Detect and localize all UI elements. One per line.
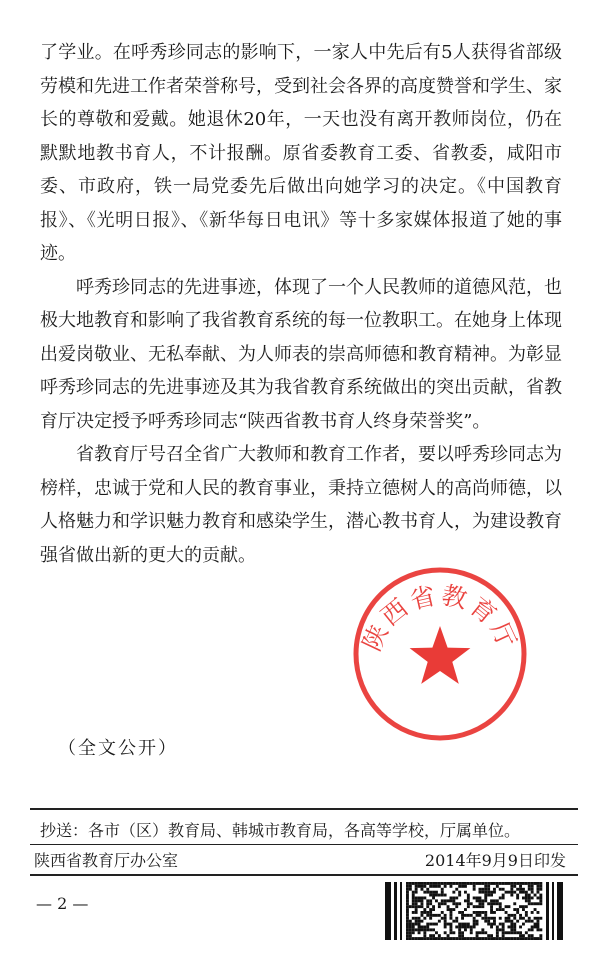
barcode-icon xyxy=(385,882,563,940)
page-number: — 2 — xyxy=(36,894,89,913)
official-seal-icon xyxy=(350,564,530,744)
footer-middle-rule xyxy=(30,844,578,845)
disclosure-note: （全文公开） xyxy=(58,738,178,759)
paragraph-3: 省教育厅号召全省广大教师和教育工作者，要以呼秀珍同志为榜样，忠诚于党和人民的教育事业，秉持立德树人的高尚师德，以人格魅力和学识魅力教育和感染学生，潜心教书育人，为建设教育强省做出新的更大的贡献。 xyxy=(40,444,562,566)
copy-to-line: 抄送：各市（区）教育局、韩城市教育局，各高等学校，厅属单位。 xyxy=(40,821,521,840)
paragraph-2: 呼秀珍同志的先进事迹，体现了一个人民教师的道德风范，也极大地教育和影响了我省教育系统的每一位教职工。在她身上体现出爱岗敬业、无私奉献、为人师表的崇高师德和教育精神。为彰显呼秀珍同志的先进事迹及其为我省教育系统做出的突出贡献，省教育厅决定授予呼秀珍同志“陕西省教书育人终身荣誉奖”。 xyxy=(40,276,562,432)
issue-date: 2014年9月9日印发 xyxy=(424,851,566,870)
footer-bottom-rule xyxy=(30,874,578,876)
svg-text:陕西省教育厅: 陕西省教育厅 xyxy=(357,580,523,656)
issuing-office: 陕西省教育厅办公室 xyxy=(34,851,179,870)
footer-top-rule xyxy=(30,808,578,810)
paragraph-1: 了学业。在呼秀珍同志的影响下，一家人中先后有5人获得省部级劳模和先进工作者荣誉称号，受到社会各界的高度赞誉和学生、家长的尊敬和爱戴。她退休20年，一天也没有离开教师岗位，仍在默默地教书育人，不计报酬。原省委教育工委、省教委，咸阳市委、市政府，铁一局党委先后做出向她学习的决定。《中国教育报》、《光明日报》、《新华每日电讯》等十多家媒体报道了她的事迹。 xyxy=(40,42,562,264)
document-body xyxy=(40,36,562,572)
